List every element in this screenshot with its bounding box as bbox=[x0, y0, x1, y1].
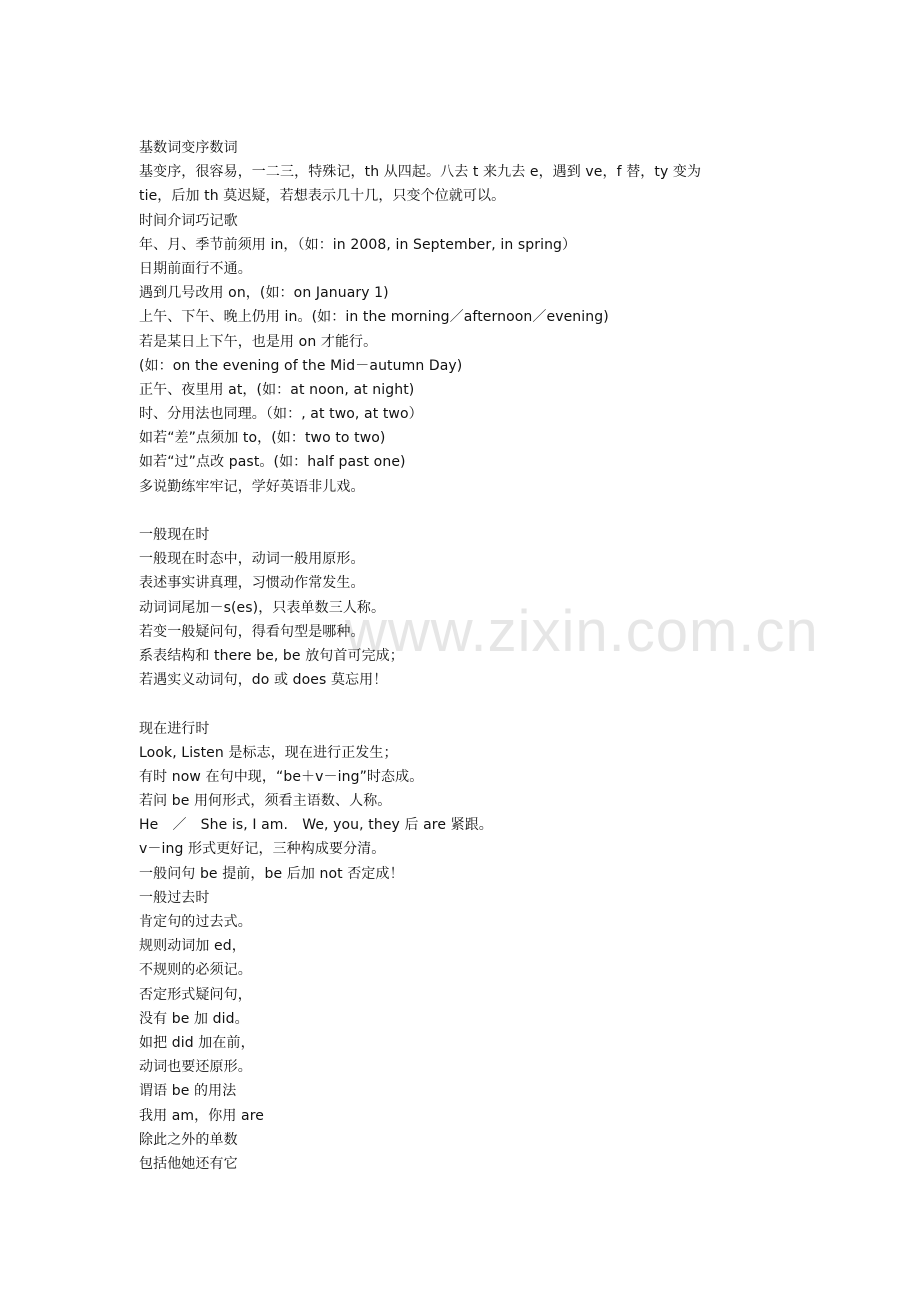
text-line: 上午、下午、晚上仍用 in。(如：in the morning／afternoon／evening) bbox=[139, 309, 609, 326]
text-line: 时、分用法也同理。（如：, at two, at two） bbox=[139, 406, 423, 423]
text-line: 基变序，很容易，一二三，特殊记，th 从四起。八去 t 来九去 e，遇到 ve，f 替，ty 变为 bbox=[139, 164, 702, 181]
text-line: 一般问句 be 提前，be 后加 not 否定成！ bbox=[139, 865, 404, 882]
text-line: 动词也要还原形。 bbox=[139, 1059, 252, 1076]
text-line: 系表结构和 there be, be 放句首可完成； bbox=[139, 647, 404, 664]
text-line: 动词词尾加－s(es)，只表单数三人称。 bbox=[139, 599, 386, 616]
text-line: 时间介词巧记歌 bbox=[139, 212, 238, 229]
text-line: (如：on the evening of the Mid－autumn Day) bbox=[139, 357, 463, 374]
text-line: He ／ She is, I am. We, you, they 后 are 紧跟。 bbox=[139, 817, 493, 834]
watermark: www.zixin.com.cn bbox=[345, 599, 819, 664]
text-line: 肯定句的过去式。 bbox=[139, 914, 252, 930]
text-line: 有时 now 在句中现，“be＋v－ing”时态成。 bbox=[139, 768, 424, 785]
text-line: 一般现在时 bbox=[139, 527, 210, 543]
text-line: 正午、夜里用 at，(如：at noon, at night) bbox=[139, 381, 415, 398]
text-line: tie，后加 th 莫迟疑，若想表示几十几，只变个位就可以。 bbox=[139, 188, 506, 205]
document-body bbox=[139, 136, 839, 1176]
text-line: Look, Listen 是标志，现在进行正发生； bbox=[139, 744, 398, 761]
text-line: 多说勤练牢牢记，学好英语非儿戏。 bbox=[139, 478, 365, 495]
text-line: 若遇实义动词句，do 或 does 莫忘用！ bbox=[139, 672, 388, 689]
text-line: 遇到几号改用 on，(如：on January 1) bbox=[139, 285, 389, 302]
text-line: 否定形式疑问句， bbox=[139, 986, 252, 1003]
text-line: 基数词变序数词 bbox=[139, 140, 238, 156]
text-line: 如把 did 加在前， bbox=[139, 1034, 255, 1051]
text-line: 日期前面行不通。 bbox=[139, 260, 252, 277]
text-line: 没有 be 加 did。 bbox=[139, 1010, 249, 1027]
text-line: 一般现在时态中，动词一般用原形。 bbox=[139, 551, 365, 568]
text-line: 若变一般疑问句，得看句型是哪种。 bbox=[139, 623, 365, 640]
text-line: 谓语 be 的用法 bbox=[139, 1083, 237, 1100]
text-line: 规则动词加 ed， bbox=[139, 938, 246, 955]
text-line: 若是某日上下午，也是用 on 才能行。 bbox=[139, 333, 378, 350]
text-line: 除此之外的单数 bbox=[139, 1131, 238, 1148]
text-line: 年、月、季节前须用 in，（如：in 2008, in September, in spring） bbox=[139, 236, 577, 253]
text-line: 现在进行时 bbox=[139, 720, 210, 737]
text-line: 包括他她还有它 bbox=[139, 1155, 238, 1172]
text-line: 一般过去时 bbox=[139, 889, 210, 906]
text-line: 我用 am，你用 are bbox=[139, 1107, 264, 1124]
text-line: 不规则的必须记。 bbox=[139, 962, 252, 979]
text-line: v－ing 形式更好记，三种构成要分清。 bbox=[139, 841, 386, 858]
text-line: 如若“差”点须加 to，(如：two to two) bbox=[139, 430, 386, 447]
blank-line bbox=[139, 499, 839, 523]
blank-line bbox=[139, 692, 839, 716]
text-line: 如若“过”点改 past。(如：half past one) bbox=[139, 454, 406, 471]
text-line: 若问 be 用何形式，须看主语数、人称。 bbox=[139, 793, 392, 810]
text-line: 表述事实讲真理，习惯动作常发生。 bbox=[139, 575, 365, 592]
